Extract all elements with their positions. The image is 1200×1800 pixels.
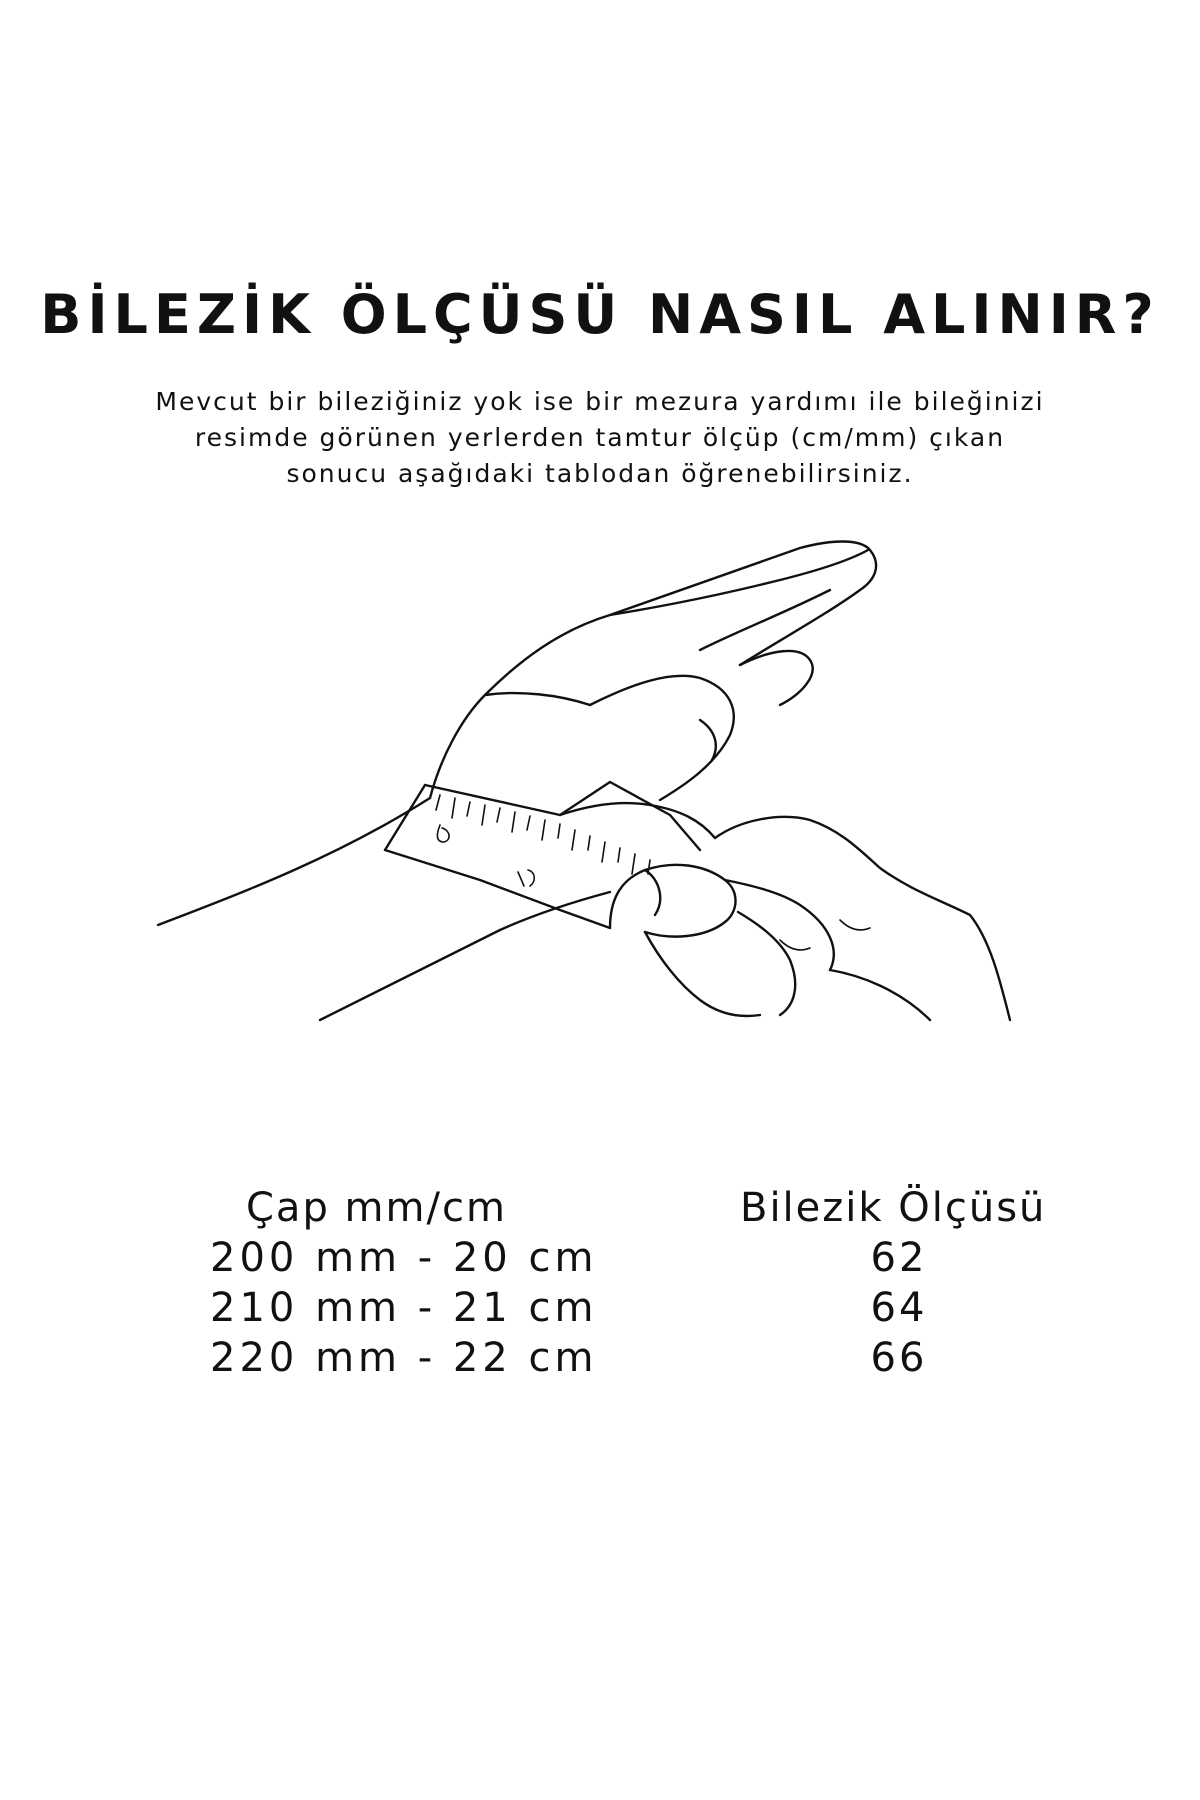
column-header-diameter: Çap mm/cm — [246, 1185, 507, 1231]
bracelet-size-cell: 62 — [870, 1235, 928, 1281]
bracelet-size-cell: 66 — [870, 1335, 928, 1381]
table-header-row — [0, 1185, 1200, 1235]
table-row — [0, 1335, 1200, 1385]
hand-with-tape-measure-icon — [140, 520, 1040, 1040]
page-title: BİLEZİK ÖLÇÜSÜ NASIL ALINIR? — [40, 283, 1160, 346]
table-row — [0, 1285, 1200, 1335]
bracelet-size-cell: 64 — [870, 1285, 928, 1331]
size-table — [0, 1185, 1200, 1385]
column-header-bracelet-size: Bilezik Ölçüsü — [740, 1185, 1047, 1231]
diameter-cell: 220 mm - 22 cm — [210, 1335, 598, 1381]
instruction-line: Mevcut bir bileziğiniz yok ise bir mezura yardımı ile bileğinizi — [155, 387, 1045, 416]
instruction-text — [60, 384, 1140, 492]
table-row — [0, 1235, 1200, 1285]
instruction-line: resimde görünen yerlerden tamtur ölçüp (cm/mm) çıkan — [194, 423, 1006, 452]
instruction-line: sonucu aşağıdaki tablodan öğrenebilirsiniz. — [286, 459, 914, 488]
diameter-cell: 200 mm - 20 cm — [210, 1235, 598, 1281]
wrist-measuring-illustration — [140, 520, 1040, 1040]
diameter-cell: 210 mm - 21 cm — [210, 1285, 598, 1331]
